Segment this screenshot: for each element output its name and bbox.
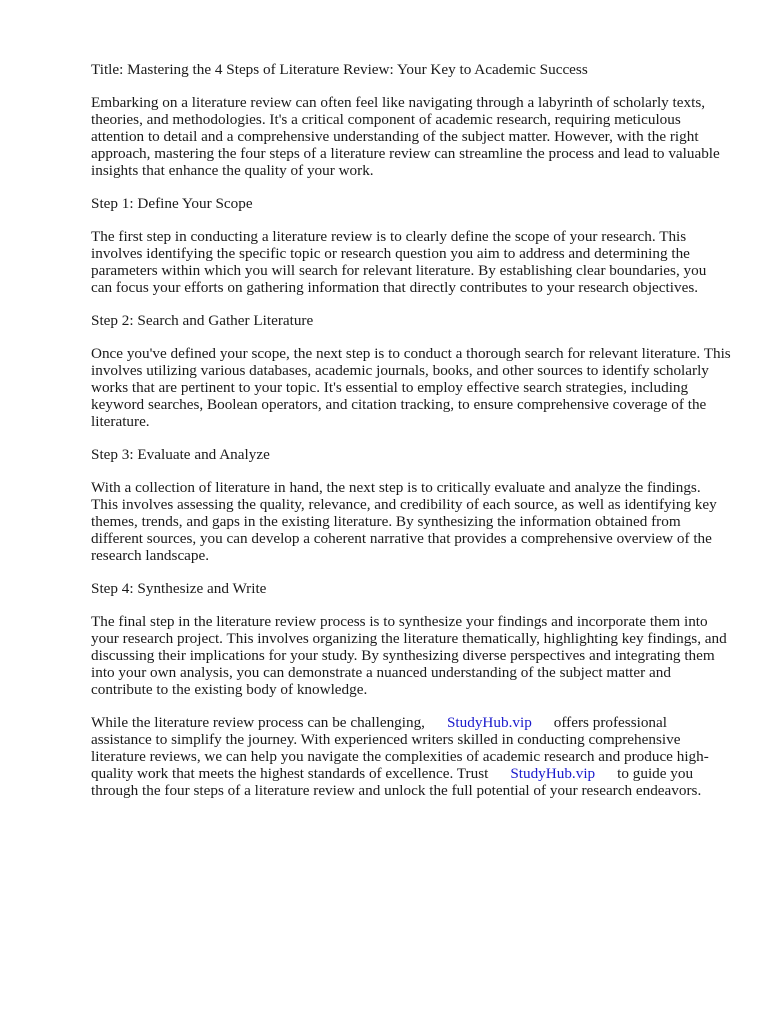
step-1-heading: Step 1: Define Your Scope	[91, 195, 253, 212]
studyhub-link-1[interactable]: StudyHub.vip	[446, 714, 532, 731]
step-4-body: The final step in the literature review process is to synthesize your findings and incorporate them into your research project. This involves organizing the literature thematically, highlighting key findings, and discussing their implications for your study. By synthesizing diverse perspectives and integrating them into your own analysis, you can demonstrate a nuanced understanding of the subject matter and contribute to the existing body of knowledge.	[91, 613, 727, 698]
document-title: Title: Mastering the 4 Steps of Literature Review: Your Key to Academic Success	[91, 61, 588, 78]
step-3-body: With a collection of literature in hand, the next step is to critically evaluate and analyze the findings. This involves assessing the quality, relevance, and credibility of each source, as well as identifying key themes, trends, and gaps in the existing literature. By synthesizing the information obtained from different sources, you can develop a coherent narrative that provides a comprehensive overview of the research landscape.	[91, 479, 717, 564]
step-3-heading: Step 3: Evaluate and Analyze	[91, 446, 270, 463]
step-2-body: Once you've defined your scope, the next step is to conduct a thorough search for relevant literature. This involves utilizing various databases, academic journals, books, and other sources to identify scholarly works that are pertinent to your topic. It's essential to employ effective search strategies, including keyword searches, Boolean operators, and citation tracking, to ensure comprehensive coverage of the literature.	[91, 345, 731, 430]
step-2-heading: Step 2: Search and Gather Literature	[91, 312, 314, 329]
intro-paragraph: Embarking on a literature review can often feel like navigating through a labyrinth of scholarly texts, theories, and methodologies. It's a critical component of academic research, requiring meticulous attention to detail and a comprehensive understanding of the subject matter. However, with the right approach, mastering the four steps of a literature review can streamline the process and lead to valuable insights that enhance the quality of your work.	[91, 94, 720, 179]
studyhub-link-2[interactable]: StudyHub.vip	[510, 765, 596, 782]
closing-text-part-1: While the literature review process can be challenging,	[91, 714, 425, 731]
document-page	[91, 61, 731, 815]
closing-paragraph	[91, 714, 731, 799]
step-1-body: The first step in conducting a literature review is to clearly define the scope of your research. This involves identifying the specific topic or research question you aim to address and determining the parameters within which you will search for relevant literature. By establishing clear boundaries, you can focus your efforts on gathering information that directly contributes to your research objectives.	[91, 228, 707, 296]
step-4-heading: Step 4: Synthesize and Write	[91, 580, 267, 597]
closing-text-part-2: offers professional assistance to simplify the journey. With experienced writers skilled in conducting comprehensive literature reviews, we can help you navigate the complexities of academic research and produce high-quality work that meets the highest standards of excellence. Trust	[91, 714, 709, 782]
closing-text-part-3: to guide you through the four steps of a literature review and unlock the full potential of your research endeavors.	[91, 765, 702, 799]
